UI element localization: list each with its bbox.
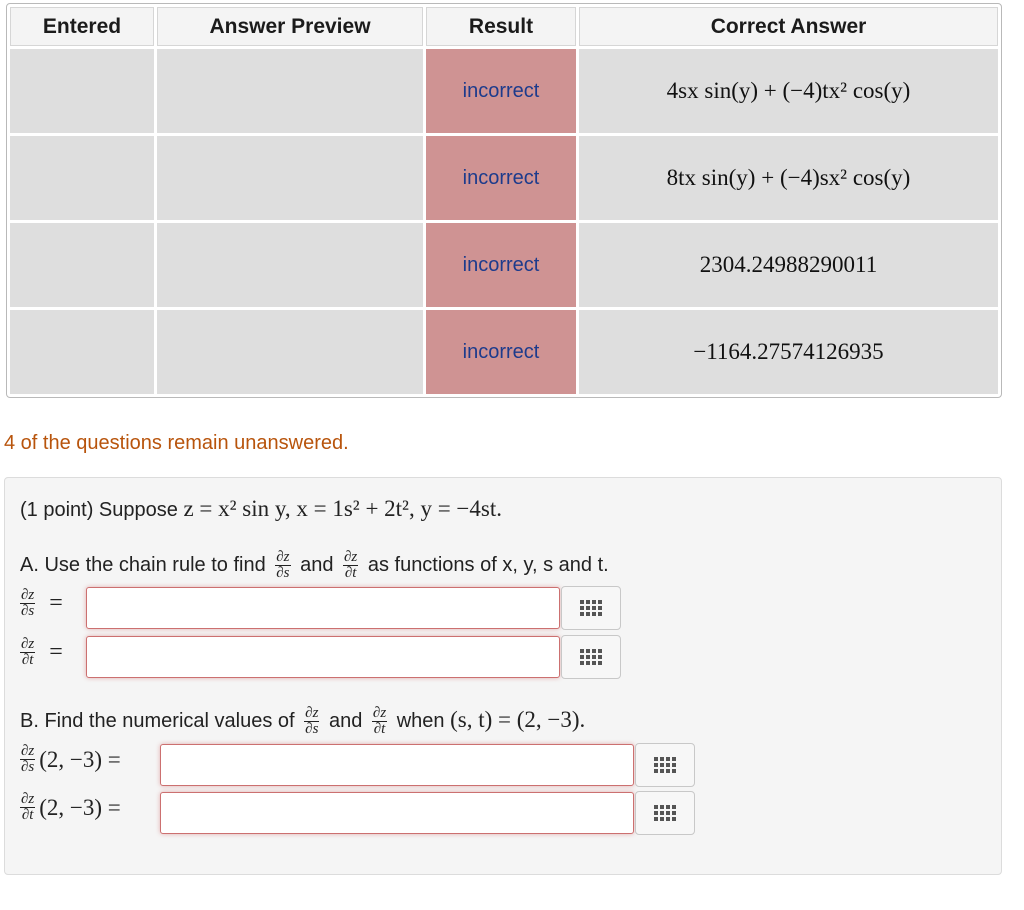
grid-icon [654, 805, 676, 821]
unanswered-message: 4 of the questions remain unanswered. [4, 432, 349, 454]
part-a-instruction [20, 550, 609, 581]
equals-sign: = [49, 639, 63, 665]
table-row [10, 49, 998, 133]
part-a-prefix: A. Use the chain rule to find [20, 553, 266, 576]
part-b-and: and [328, 709, 363, 732]
dz-ds-label [20, 588, 63, 619]
correct-answer-cell: 8tx sin(y) + (−4)sx² cos(y) [579, 136, 998, 220]
equation-editor-button[interactable] [635, 743, 695, 787]
table-row [10, 223, 998, 307]
dz-ds-fraction: $\frac{\partial z}{\partial s}$ [21, 587, 35, 619]
part-a-suffix: as functions of x, y, s and t. [367, 553, 609, 576]
grid-icon [580, 649, 602, 665]
dz-ds-input[interactable] [86, 587, 560, 629]
result-cell: incorrect [426, 223, 576, 307]
table-row [10, 136, 998, 220]
part-b-condition: (s, t) = (2, −3). [450, 706, 586, 732]
dz-dt-fraction: $\frac{\partial z}{\partial t}$ [21, 791, 35, 823]
table-row [10, 310, 998, 394]
correct-answer-cell: −1164.27574126935 [579, 310, 998, 394]
dz-dt-value-input[interactable] [160, 792, 634, 834]
correct-answer-cell: 2304.24988290011 [579, 223, 998, 307]
entered-cell [10, 136, 154, 220]
table-header-row [10, 7, 998, 46]
header-result: Result [426, 7, 576, 46]
header-correct-answer: Correct Answer [579, 7, 998, 46]
preview-cell [157, 49, 423, 133]
part-b-when: when [396, 709, 445, 732]
dz-dt-fraction: $\frac{\partial z}{\partial t}$ [372, 705, 387, 737]
equation-editor-button[interactable] [561, 635, 621, 679]
dz-ds-fraction: $\frac{\partial z}{\partial s}$ [21, 743, 35, 775]
dz-dt-fraction: $\frac{\partial z}{\partial t}$ [344, 549, 358, 581]
entered-cell [10, 310, 154, 394]
dz-dt-label [20, 637, 63, 668]
part-b-prefix: B. Find the numerical values of [20, 709, 295, 732]
point-eval: (2, −3) = [39, 746, 121, 772]
equation-editor-button[interactable] [635, 791, 695, 835]
result-cell: incorrect [426, 136, 576, 220]
points-label: (1 point) Suppose [20, 499, 178, 521]
preview-cell [157, 223, 423, 307]
grid-icon [580, 600, 602, 616]
dz-ds-eval-label [20, 744, 121, 775]
equation-editor-button[interactable] [561, 586, 621, 630]
point-eval: (2, −3) = [39, 794, 121, 820]
part-b-instruction [20, 706, 585, 737]
results-table [6, 3, 1002, 398]
dz-dt-fraction: $\frac{\partial z}{\partial t}$ [21, 636, 35, 668]
entered-cell [10, 49, 154, 133]
statement-math: z = x² sin y, x = 1s² + 2t², y = −4st. [183, 496, 502, 521]
dz-dt-input[interactable] [86, 636, 560, 678]
dz-dt-eval-label [20, 792, 121, 823]
preview-cell [157, 310, 423, 394]
dz-ds-value-input[interactable] [160, 744, 634, 786]
header-answer-preview: Answer Preview [157, 7, 423, 46]
preview-cell [157, 136, 423, 220]
problem-statement [20, 496, 502, 522]
equals-sign: = [49, 590, 63, 616]
part-a-and: and [300, 553, 334, 576]
correct-answer-cell: 4sx sin(y) + (−4)tx² cos(y) [579, 49, 998, 133]
grid-icon [654, 757, 676, 773]
entered-cell [10, 223, 154, 307]
result-cell: incorrect [426, 49, 576, 133]
problem-box [4, 477, 1002, 875]
header-entered: Entered [10, 7, 154, 46]
dz-ds-fraction: $\frac{\partial z}{\partial s}$ [276, 549, 290, 581]
dz-ds-fraction: $\frac{\partial z}{\partial s}$ [305, 705, 319, 737]
result-cell: incorrect [426, 310, 576, 394]
